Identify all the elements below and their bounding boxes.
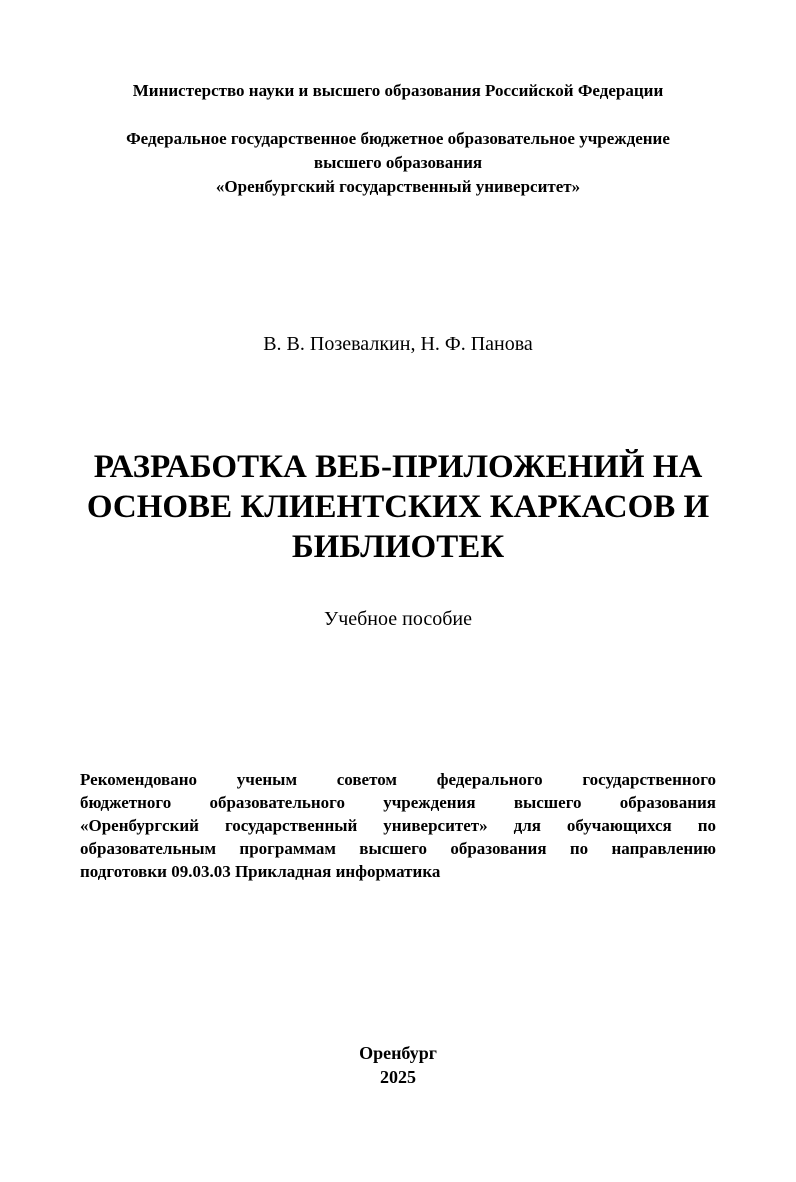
- rec-word: для: [513, 816, 541, 835]
- rec-word: бюджетного: [80, 793, 172, 812]
- institution-line-1: Федеральное государственное бюджетное образовательное учреждение: [126, 129, 670, 148]
- institution-line-3: «Оренбургский государственный университет»: [215, 177, 581, 196]
- book-subtitle: Учебное пособие: [324, 608, 472, 630]
- publication-city: Оренбург: [359, 1043, 437, 1063]
- rec-word: учреждения: [383, 793, 476, 812]
- authors: В. В. Позевалкин, Н. Ф. Панова: [263, 333, 533, 355]
- rec-text: подготовки 09.03.03 Прикладная информатика: [80, 862, 441, 881]
- book-title-line-2: ОСНОВЕ КЛИЕНТСКИХ КАРКАСОВ И: [86, 489, 710, 525]
- institution-line-2: высшего образования: [313, 153, 483, 172]
- rec-word: университет»: [383, 816, 488, 835]
- recommendation-line-5: [80, 860, 716, 883]
- rec-word: обучающихся: [566, 816, 672, 835]
- rec-word: образования: [619, 793, 716, 812]
- rec-word: федерального: [436, 770, 543, 789]
- rec-word: образовательного: [209, 793, 345, 812]
- institution-block: [0, 127, 796, 199]
- rec-word: программам: [239, 839, 336, 858]
- recommendation-line-2: [80, 791, 716, 814]
- rec-word: образовательным: [80, 839, 217, 858]
- rec-word: государственного: [582, 770, 716, 789]
- recommendation-line-1: [80, 768, 716, 791]
- rec-word: по: [697, 816, 716, 835]
- rec-word: Рекомендовано: [80, 770, 198, 789]
- book-title-line-3: БИБЛИОТЕК: [291, 529, 505, 565]
- recommendation-line-3: [80, 814, 716, 837]
- book-title-line-1: РАЗРАБОТКА ВЕБ-ПРИЛОЖЕНИЙ НА: [93, 449, 703, 485]
- rec-word: «Оренбургский: [80, 816, 199, 835]
- recommendation-paragraph: [80, 768, 716, 883]
- rec-word: по: [569, 839, 589, 858]
- rec-word: высшего: [513, 793, 582, 812]
- book-title: [60, 447, 736, 567]
- recommendation-line-4: [80, 837, 716, 860]
- rec-word: образования: [450, 839, 547, 858]
- rec-word: высшего: [359, 839, 427, 858]
- rec-word: советом: [336, 770, 397, 789]
- publication-year: 2025: [380, 1067, 416, 1087]
- ministry-name: Министерство науки и высшего образования Российской Федерации: [132, 81, 664, 100]
- rec-word: направлению: [611, 839, 716, 858]
- rec-word: государственный: [224, 816, 358, 835]
- rec-word: ученым: [236, 770, 298, 789]
